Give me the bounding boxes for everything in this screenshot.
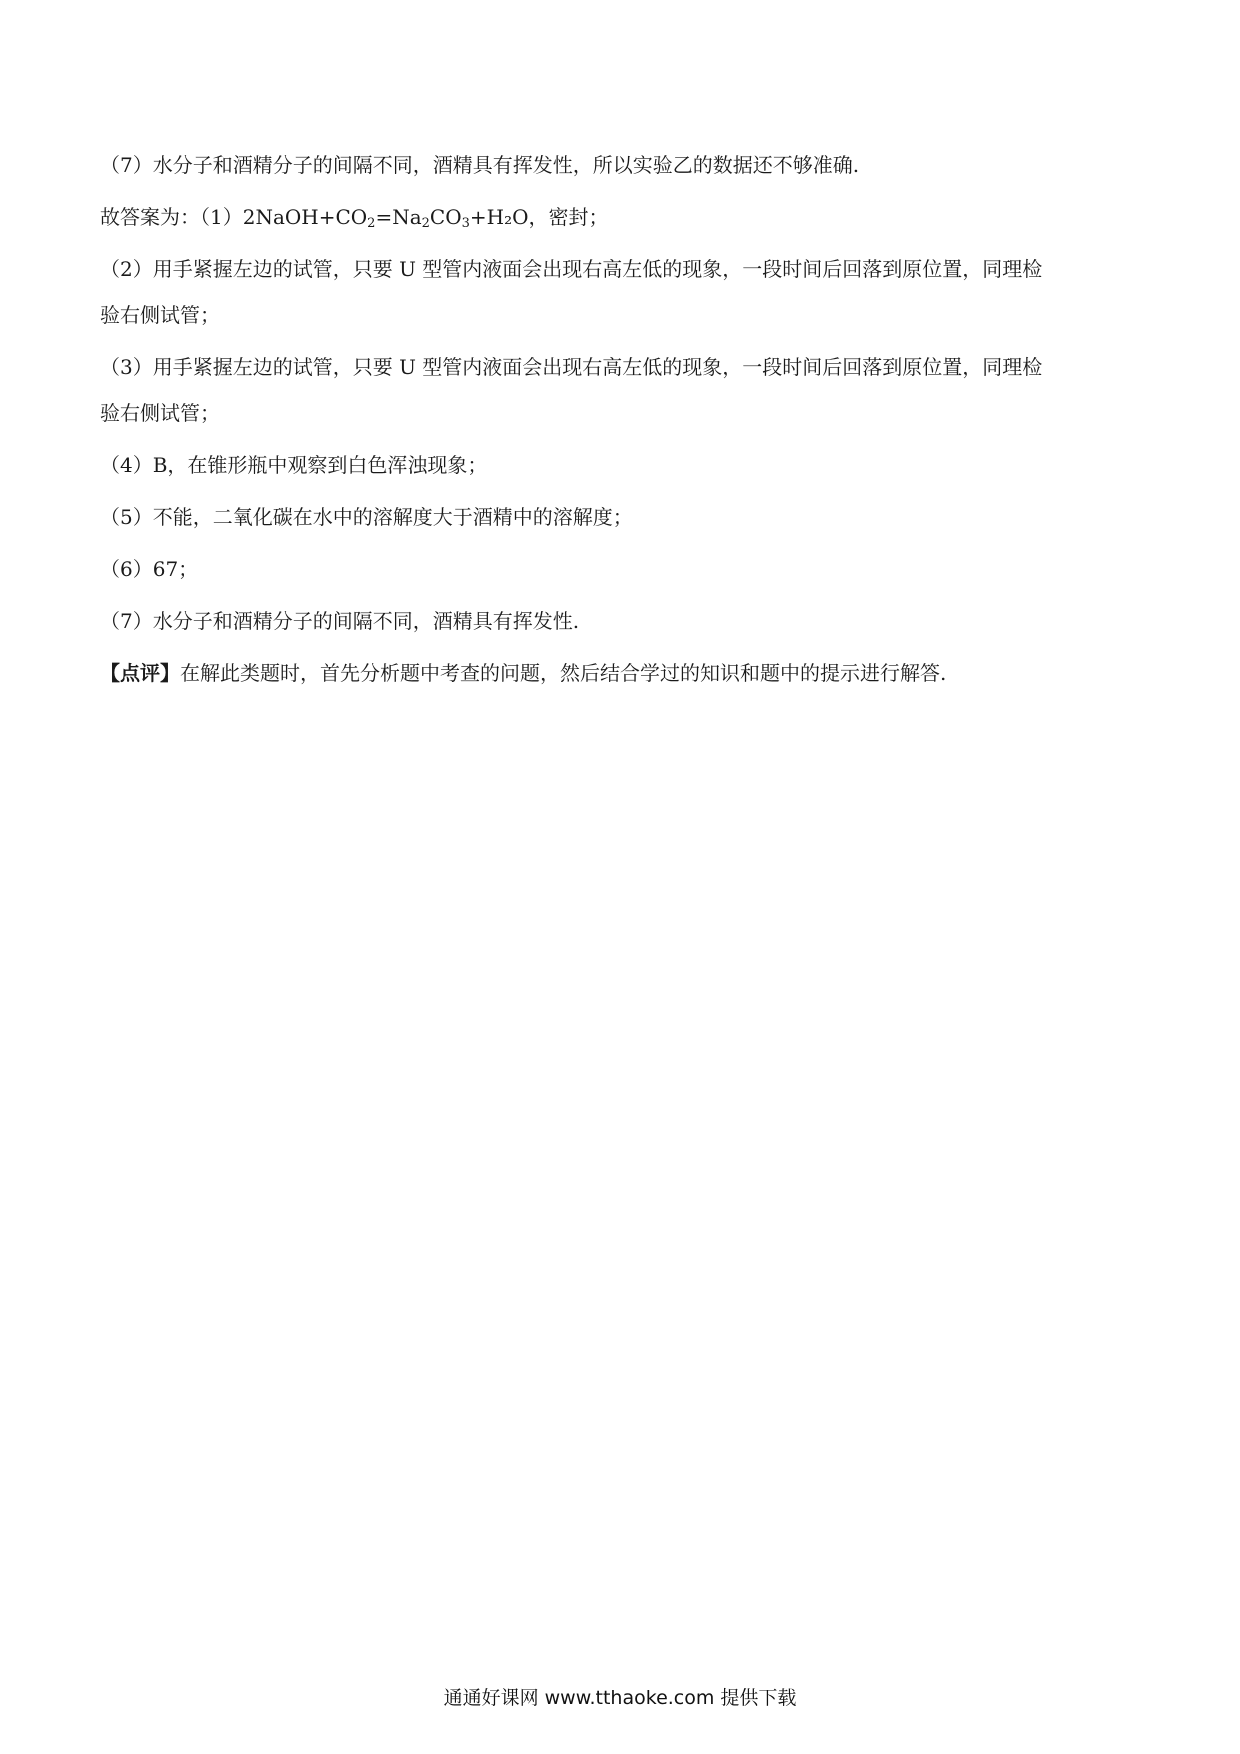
formula-sub: 2	[421, 216, 430, 231]
page-footer: 通通好课网 www.tthaoke.com 提供下载	[443, 1687, 797, 1709]
answer-3-line-a: （3）用手紧握左边的试管，只要 U 型管内液面会出现右高左低的现象，一段时间后回落到原位置，同理检	[100, 355, 1043, 379]
formula-sub: 3	[461, 216, 470, 231]
formula-prefix: 故答案为：（1）2NaOH+CO	[100, 205, 368, 229]
formula-suffix: +H₂O，密封；	[469, 205, 609, 229]
answer-3-line-b: 验右侧试管；	[100, 401, 220, 425]
answer-6: （6）67；	[100, 557, 199, 581]
answer-2-line-b: 验右侧试管；	[100, 303, 220, 327]
formula-sub: 2	[367, 216, 376, 231]
formula-text: =Na	[375, 205, 422, 229]
comment-text: 在解此类题时，首先分析题中考查的问题，然后结合学过的知识和题中的提示进行解答.	[180, 661, 947, 685]
answer-5: （5）不能，二氧化碳在水中的溶解度大于酒精中的溶解度；	[100, 505, 633, 529]
answer-2-line-a: （2）用手紧握左边的试管，只要 U 型管内液面会出现右高左低的现象，一段时间后回落到原位置，同理检	[100, 257, 1043, 281]
formula-text: CO	[429, 205, 462, 229]
answer-line-7-explanation: （7）水分子和酒精分子的间隔不同，酒精具有挥发性，所以实验乙的数据还不够准确.	[100, 153, 860, 177]
answer-summary-line-1	[100, 202, 1140, 232]
answer-7: （7）水分子和酒精分子的间隔不同，酒精具有挥发性.	[100, 609, 580, 633]
document-body	[100, 150, 1140, 710]
comment-label: 【点评】	[100, 661, 180, 685]
comment-line	[100, 658, 1140, 688]
answer-4: （4）B，在锥形瓶中观察到白色浑浊现象；	[100, 453, 488, 477]
